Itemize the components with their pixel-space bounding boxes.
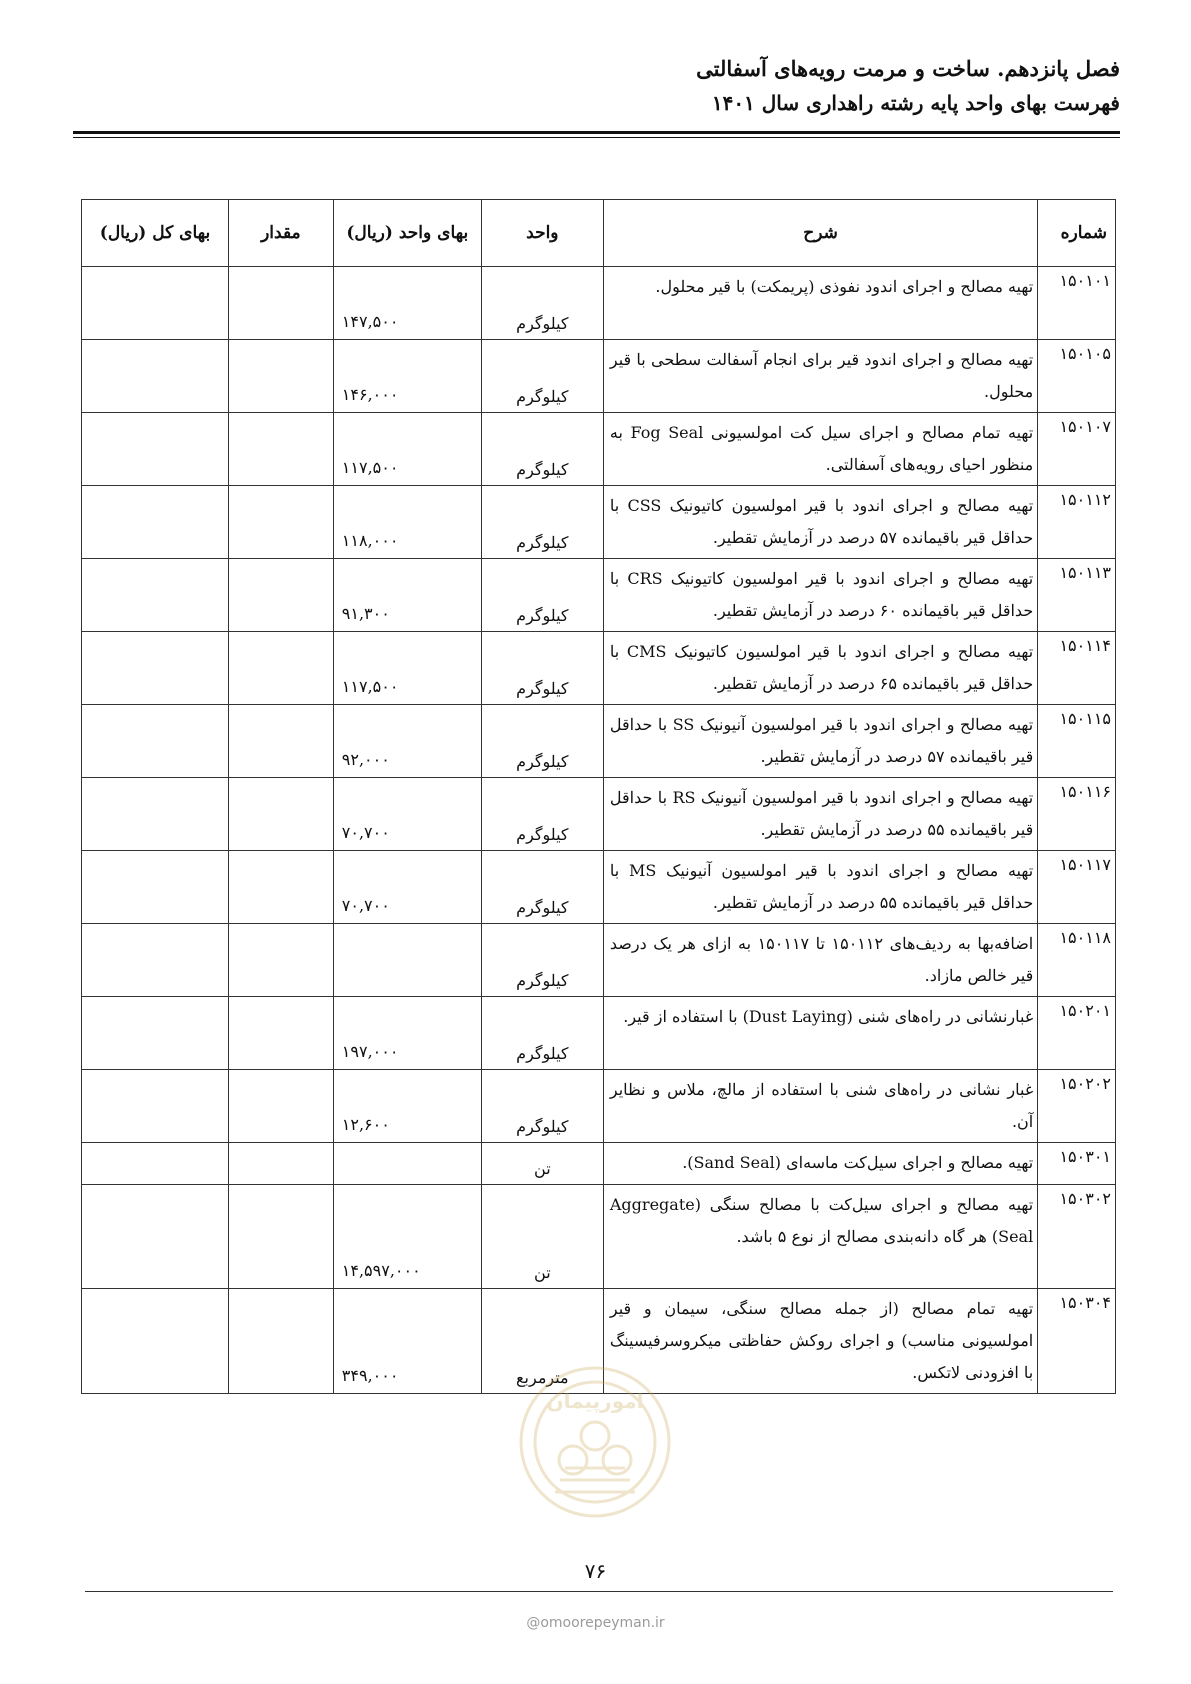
row-unit-price: ۷۰,۷۰۰ — [333, 851, 481, 924]
row-unit: مترمربع — [481, 1289, 603, 1394]
row-unit-price: ۹۲,۰۰۰ — [333, 705, 481, 778]
row-number: ۱۵۰۱۱۲ — [1038, 486, 1116, 559]
table-row — [82, 997, 1116, 1070]
row-description: تهیه مصالح و اجرای اندود با قیر امولسیون آنیونیک MS با حداقل قیر باقیمانده ۵۵ درصد در آزمایش تقطیر. — [603, 851, 1037, 924]
row-total-price — [82, 413, 229, 486]
table-row — [82, 559, 1116, 632]
column-header-unit: واحد — [481, 200, 603, 267]
row-total-price — [82, 924, 229, 997]
row-total-price — [82, 705, 229, 778]
column-header-number: شماره — [1038, 200, 1116, 267]
row-description: تهیه مصالح و اجرای اندود با قیر امولسیون آنیونیک SS با حداقل قیر باقیمانده ۵۷ درصد در آزمایش تقطیر. — [603, 705, 1037, 778]
row-unit: کیلوگرم — [481, 486, 603, 559]
row-unit: کیلوگرم — [481, 559, 603, 632]
row-quantity — [228, 559, 333, 632]
row-total-price — [82, 267, 229, 340]
page-number: ۷۶ — [584, 1559, 607, 1583]
table-row — [82, 1143, 1116, 1185]
row-unit: کیلوگرم — [481, 705, 603, 778]
row-total-price — [82, 486, 229, 559]
website-watermark: @omoorepeyman.ir — [526, 1615, 665, 1631]
table-row — [82, 851, 1116, 924]
row-quantity — [228, 1143, 333, 1185]
table-row — [82, 340, 1116, 413]
row-number: ۱۵۰۱۱۷ — [1038, 851, 1116, 924]
row-total-price — [82, 851, 229, 924]
row-unit: کیلوگرم — [481, 778, 603, 851]
row-quantity — [228, 1070, 333, 1143]
row-unit-price: ۱۱۷,۵۰۰ — [333, 413, 481, 486]
svg-text:امورپیمان: امورپیمان — [546, 1389, 644, 1413]
row-number: ۱۵۰۱۱۶ — [1038, 778, 1116, 851]
column-header-unit-price: بهای واحد (ریال) — [333, 200, 481, 267]
page-header — [70, 52, 1120, 120]
row-quantity — [228, 413, 333, 486]
table-header-row — [82, 200, 1116, 267]
header-rule-thin — [73, 137, 1120, 138]
row-total-price — [82, 1143, 229, 1185]
row-description: تهیه تمام مصالح (از جمله مصالح سنگی، سیمان و قیر امولسیونی مناسب) و اجرای روکش حفاظتی میکروسرفیسینگ با افزودنی لاتکس. — [603, 1289, 1037, 1394]
row-unit-price: ۱۱۸,۰۰۰ — [333, 486, 481, 559]
table-row — [82, 924, 1116, 997]
table-row — [82, 486, 1116, 559]
row-description: تهیه مصالح و اجرای اندود قیر برای انجام آسفالت سطحی با قیر محلول. — [603, 340, 1037, 413]
row-description: تهیه مصالح و اجرای اندود با قیر امولسیون کاتیونیک CMS با حداقل قیر باقیمانده ۶۵ درصد در آزمایش تقطیر. — [603, 632, 1037, 705]
column-header-quantity: مقدار — [228, 200, 333, 267]
column-header-description: شرح — [603, 200, 1037, 267]
chapter-title: فصل پانزدهم. ساخت و مرمت رویه‌های آسفالتی — [696, 56, 1120, 81]
row-number: ۱۵۰۱۰۷ — [1038, 413, 1116, 486]
row-description: تهیه مصالح و اجرای اندود با قیر امولسیون کاتیونیک CRS با حداقل قیر باقیمانده ۶۰ درصد در آزمایش تقطیر. — [603, 559, 1037, 632]
row-description: تهیه مصالح و اجرای اندود با قیر امولسیون آنیونیک RS با حداقل قیر باقیمانده ۵۵ درصد در آزمایش تقطیر. — [603, 778, 1037, 851]
row-description: تهیه تمام مصالح و اجرای سیل کت امولسیونی Fog Seal به منظور احیای رویه‌های آسفالتی. — [603, 413, 1037, 486]
row-unit: تن — [481, 1143, 603, 1185]
table-row — [82, 267, 1116, 340]
row-description: تهیه مصالح و اجرای سیل‌کت ماسه‌ای (Sand Seal). — [603, 1143, 1037, 1185]
row-unit: کیلوگرم — [481, 851, 603, 924]
row-unit: تن — [481, 1185, 603, 1289]
row-quantity — [228, 778, 333, 851]
row-unit: کیلوگرم — [481, 413, 603, 486]
row-description: غبارنشانی در راه‌های شنی (Dust Laying) با استفاده از قیر. — [603, 997, 1037, 1070]
row-number: ۱۵۰۳۰۲ — [1038, 1185, 1116, 1289]
price-list-title: فهرست بهای واحد پایه رشته راهداری سال ۱۴۰۱ — [711, 91, 1120, 115]
row-unit: کیلوگرم — [481, 924, 603, 997]
row-unit: کیلوگرم — [481, 267, 603, 340]
row-unit-price — [333, 1143, 481, 1185]
row-unit-price — [333, 924, 481, 997]
row-number: ۱۵۰۲۰۲ — [1038, 1070, 1116, 1143]
row-quantity — [228, 632, 333, 705]
row-description: تهیه مصالح و اجرای اندود نفوذی (پریمکت) با قیر محلول. — [603, 267, 1037, 340]
row-unit-price: ۱۴,۵۹۷,۰۰۰ — [333, 1185, 481, 1289]
table-row — [82, 1185, 1116, 1289]
row-total-price — [82, 559, 229, 632]
row-unit: کیلوگرم — [481, 1070, 603, 1143]
row-unit-price: ۱۴۶,۰۰۰ — [333, 340, 481, 413]
price-table — [81, 199, 1116, 1394]
row-total-price — [82, 1185, 229, 1289]
row-total-price — [82, 778, 229, 851]
row-quantity — [228, 997, 333, 1070]
row-number: ۱۵۰۱۱۳ — [1038, 559, 1116, 632]
row-total-price — [82, 1070, 229, 1143]
row-unit-price: ۷۰,۷۰۰ — [333, 778, 481, 851]
row-unit-price: ۱۴۷,۵۰۰ — [333, 267, 481, 340]
table-row — [82, 705, 1116, 778]
row-unit: کیلوگرم — [481, 997, 603, 1070]
row-number: ۱۵۰۱۰۱ — [1038, 267, 1116, 340]
row-description: تهیه مصالح و اجرای اندود با قیر امولسیون کاتیونیک CSS با حداقل قیر باقیمانده ۵۷ درصد در آزمایش تقطیر. — [603, 486, 1037, 559]
row-number: ۱۵۰۱۱۸ — [1038, 924, 1116, 997]
row-number: ۱۵۰۳۰۱ — [1038, 1143, 1116, 1185]
row-unit-price: ۱۲,۶۰۰ — [333, 1070, 481, 1143]
row-quantity — [228, 851, 333, 924]
row-description: تهیه مصالح و اجرای سیل‌کت با مصالح سنگی (Aggregate Seal) هر گاه دانه‌بندی مصالح از نوع ۵ باشد. — [603, 1185, 1037, 1289]
row-number: ۱۵۰۲۰۱ — [1038, 997, 1116, 1070]
row-unit-price: ۹۱,۳۰۰ — [333, 559, 481, 632]
row-total-price — [82, 340, 229, 413]
table-row — [82, 632, 1116, 705]
row-quantity — [228, 1185, 333, 1289]
row-quantity — [228, 1289, 333, 1394]
row-unit-price: ۳۴۹,۰۰۰ — [333, 1289, 481, 1394]
row-quantity — [228, 486, 333, 559]
row-unit: کیلوگرم — [481, 632, 603, 705]
row-quantity — [228, 705, 333, 778]
row-total-price — [82, 1289, 229, 1394]
header-rule-thick — [73, 131, 1120, 134]
column-header-total-price: بهای کل (ریال) — [82, 200, 229, 267]
row-quantity — [228, 340, 333, 413]
table-row — [82, 1070, 1116, 1143]
table-row — [82, 778, 1116, 851]
row-number: ۱۵۰۱۱۴ — [1038, 632, 1116, 705]
footer-rule — [85, 1591, 1113, 1592]
row-number: ۱۵۰۱۰۵ — [1038, 340, 1116, 413]
row-number: ۱۵۰۳۰۴ — [1038, 1289, 1116, 1394]
brand-seal-watermark — [515, 1362, 675, 1522]
row-total-price — [82, 632, 229, 705]
row-unit: کیلوگرم — [481, 340, 603, 413]
row-quantity — [228, 924, 333, 997]
row-description: اضافه‌بها به ردیف‌های ۱۵۰۱۱۲ تا ۱۵۰۱۱۷ به ازای هر یک درصد قیر خالص مازاد. — [603, 924, 1037, 997]
row-total-price — [82, 997, 229, 1070]
row-quantity — [228, 267, 333, 340]
row-number: ۱۵۰۱۱۵ — [1038, 705, 1116, 778]
table-row — [82, 413, 1116, 486]
row-unit-price: ۱۹۷,۰۰۰ — [333, 997, 481, 1070]
row-unit-price: ۱۱۷,۵۰۰ — [333, 632, 481, 705]
row-description: غبار نشانی در راه‌های شنی با استفاده از مالچ، ملاس و نظایر آن. — [603, 1070, 1037, 1143]
